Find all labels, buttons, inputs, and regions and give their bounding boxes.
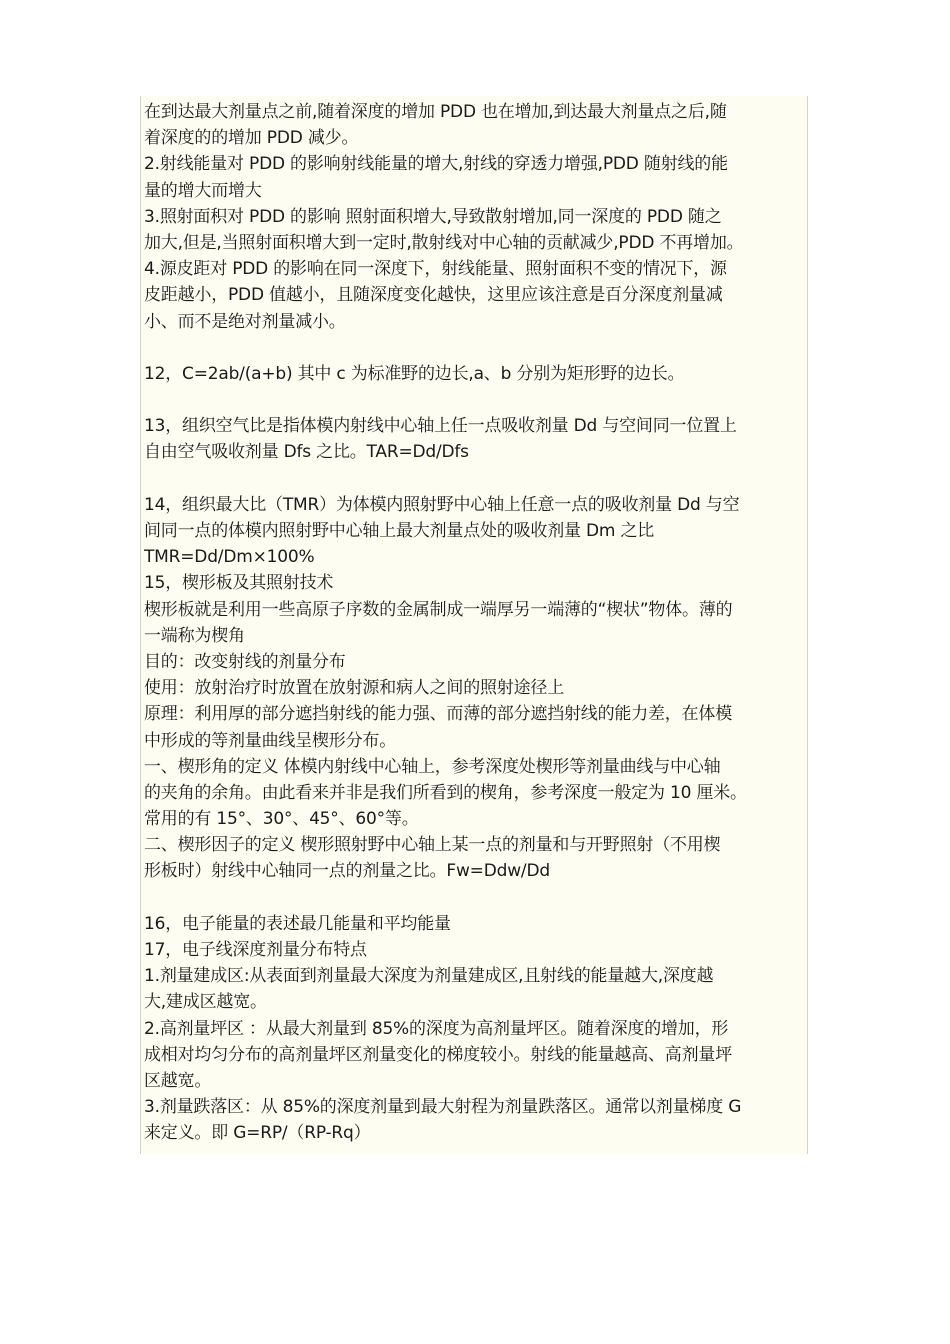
text-line: 形板时）射线中心轴同一点的剂量之比。Fw=Ddw/Dd xyxy=(144,861,550,882)
text-line: 成相对均匀分布的高剂量坪区剂量变化的梯度较小。射线的能量越高、高剂量坪 xyxy=(144,1044,732,1065)
text-line: 间同一点的体模内照射野中心轴上最大剂量点处的吸收剂量 Dm 之比 xyxy=(144,521,655,541)
text-line: 楔形板就是利用一些高原子序数的金属制成一端厚另一端薄的“楔状”物体。薄的 xyxy=(144,599,733,620)
text-line: 小、而不是绝对剂量减小。 xyxy=(144,311,346,332)
blank-line xyxy=(144,466,808,492)
text-line: 3.照射面积对 PDD 的影响 照射面积增大,导致散射增加,同一深度的 PDD 随之 xyxy=(144,206,722,227)
text-line: 1.剂量建成区:从表面到剂量最大深度为剂量建成区,且射线的能量越大,深度越 xyxy=(144,966,714,987)
document-text xyxy=(144,99,808,1147)
text-line: 一、楔形角的定义 体模内射线中心轴上，参考深度处楔形等剂量曲线与中心轴 xyxy=(144,756,721,777)
text-line: 二、楔形因子的定义 楔形照射野中心轴上某一点的剂量和与开野照射（不用楔 xyxy=(144,835,721,856)
text-line: 15，楔形板及其照射技术 xyxy=(144,573,334,594)
text-line: 区越宽。 xyxy=(144,1070,212,1091)
text-line: 皮距越小，PDD 值越小，且随深度变化越快，这里应该注意是百分深度剂量减 xyxy=(144,285,723,306)
text-line: 17，电子线深度剂量分布特点 xyxy=(144,940,367,960)
text-line: 大,建成区越宽。 xyxy=(144,992,267,1013)
text-line: 来定义。即 G=RP/（RP-Rq） xyxy=(144,1123,371,1144)
text-line: 着深度的的增加 PDD 减少。 xyxy=(144,128,359,149)
text-line: 中形成的等剂量曲线呈楔形分布。 xyxy=(144,730,396,751)
text-line: TMR=Dd/Dm×100% xyxy=(144,547,315,568)
text-line: 常用的有 15°、30°、45°、60°等。 xyxy=(144,809,419,830)
text-line: 2.高剂量坪区 ：从最大剂量到 85%的深度为高剂量坪区。随着深度的增加，形 xyxy=(144,1018,729,1039)
text-line: 量的增大而增大 xyxy=(144,180,262,201)
text-line: 目的：改变射线的剂量分布 xyxy=(144,651,346,672)
text-line: 4.源皮距对 PDD 的影响在同一深度下，射线能量、照射面积不变的情况下，源 xyxy=(144,259,727,280)
text-line: 自由空气吸收剂量 Dfs 之比。TAR=Dd/Dfs xyxy=(144,442,469,463)
text-line: 14，组织最大比（TMR）为体模内照射野中心轴上任意一点的吸收剂量 Dd 与空 xyxy=(144,494,740,515)
text-line: 在到达最大剂量点之前,随着深度的增加 PDD 也在增加,到达最大剂量点之后,随 xyxy=(144,102,727,122)
blank-line xyxy=(144,885,808,911)
text-line: 16，电子能量的表述最几能量和平均能量 xyxy=(144,913,451,934)
blank-line xyxy=(144,335,808,361)
blank-line xyxy=(144,387,808,413)
text-line: 一端称为楔角 xyxy=(144,625,245,646)
text-line: 使用：放射治疗时放置在放射源和病人之间的照射途径上 xyxy=(144,678,564,699)
text-line: 的夹角的余角。由此看来并非是我们所看到的楔角，参考深度一般定为 10 厘米。 xyxy=(144,782,747,803)
text-line: 12，C=2ab/(a+b) 其中 c 为标准野的边长,a、b 分别为矩形野的边长。 xyxy=(144,363,685,384)
text-line: 原理：利用厚的部分遮挡射线的能力强、而薄的部分遮挡射线的能力差，在体模 xyxy=(144,704,732,725)
text-line: 13，组织空气比是指体模内射线中心轴上任一点吸收剂量 Dd 与空间同一位置上 xyxy=(144,416,737,437)
text-line: 2.射线能量对 PDD 的影响射线能量的增大,射线的穿透力增强,PDD 随射线的能 xyxy=(144,154,728,175)
text-line: 3.剂量跌落区：从 85%的深度剂量到最大射程为剂量跌落区。通常以剂量梯度 G xyxy=(144,1097,742,1118)
text-line: 加大,但是,当照射面积增大到一定时,散射线对中心轴的贡献减少,PDD 不再增加。 xyxy=(144,232,744,253)
